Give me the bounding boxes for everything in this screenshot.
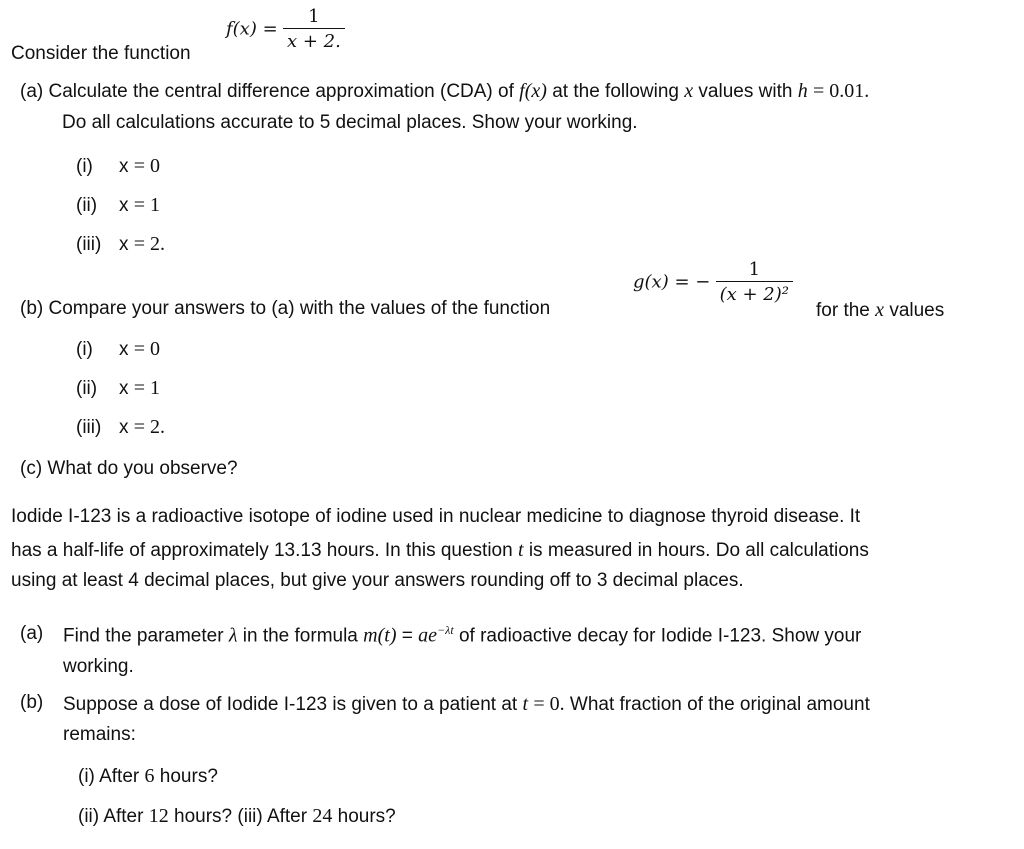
item-eq: = 2. [133,233,166,255]
item-eq: = 2. [133,416,166,438]
q2-para-line1: Iodide I-123 is a radioactive isotope of iodine used in nuclear medicine to diagnose thyroid disease. It [11,506,861,527]
item-eq: = 1 [133,194,161,216]
q1-a-item-1 [76,154,160,179]
item-label: (iii) [76,417,102,438]
b-suffix2: values [889,300,945,321]
item-eq: = 0 [133,155,161,177]
q1-b-item-3 [76,415,165,440]
item-label: (i) [76,339,93,360]
f-numerator: 1 [308,6,320,27]
q2-a-text1: Find the parameter [63,625,224,647]
f-lhs: f(x) = [226,18,278,40]
q2-a-line2: working. [63,656,134,677]
q2-a-text3: of radioactive decay for Iodide I-123. Show your [458,625,862,647]
g-definition [633,259,793,305]
b-iii-num: 24 [312,805,333,827]
q1-b-suffix [816,298,944,323]
q1-b-item-1 [76,337,160,362]
g-lhs: g(x) = − [633,271,711,293]
q1-intro: Consider the function [11,43,191,64]
b-ii-mid: hours? (iii) After [174,806,308,827]
f-fraction [283,6,345,52]
q2-b-item-ii-iii [78,804,396,829]
q1-part-c: (c) What do you observe? [20,458,238,479]
q2-b-t: t [522,693,529,715]
f-definition [226,6,345,52]
b-iii-end: hours? [337,806,396,827]
q2-b-teq: = 0. [533,693,565,715]
q1-a-h: h [797,80,808,102]
f-denominator: x + 2. [283,28,345,53]
item-var: x [119,339,129,360]
q2-p2a: has a half-life of approximately 13.13 hours. In this question [11,540,513,561]
item-var: x [119,378,129,399]
b-i-num: 6 [144,765,155,787]
formula-eq: = [401,625,413,647]
q1-a-heq: = 0.01. [812,80,870,102]
q1-a-prefix: (a) Calculate the central difference approximation (CDA) of [20,81,514,102]
b-suffix: for the [816,300,870,321]
q1-a-vals: values with [698,81,793,102]
q1-a-item-2 [76,193,160,218]
formula-m: m(t) [363,624,397,647]
formula-rhs: ae [418,624,438,647]
q1-b-item-2 [76,376,160,401]
item-var: x [119,417,129,438]
item-var: x [119,156,129,177]
b-i-end: hours? [159,766,218,787]
item-var: x [119,234,129,255]
b-x: x [875,299,885,321]
q2-b-label: (b) [20,692,44,713]
q2-a-text2: in the formula [242,625,358,647]
g-fraction [716,259,793,305]
q2-para-line2 [11,538,869,563]
item-label: (i) [76,156,93,177]
g-denominator: (x + 2)² [716,281,793,306]
item-label: (ii) [76,378,98,399]
q2-b-line2: remains: [63,724,136,745]
q1-a-mid: at the following [552,81,679,102]
q2-a-label: (a) [20,623,44,644]
q1-a-item-3 [76,232,165,257]
q2-b-item-i [78,764,218,789]
g-numerator: 1 [748,259,761,280]
q2-b-text1: Suppose a dose of Iodide I-123 is given to a patient at [63,694,518,715]
q1-part-a [20,79,869,104]
q2-p2b: is measured in hours. Do all calculations [528,540,869,561]
q1-a-line2: Do all calculations accurate to 5 decimal places. Show your working. [62,112,638,133]
q2-a-line1 [63,623,861,648]
b-ii-num: 12 [148,805,169,827]
q2-p2t: t [517,539,524,561]
q2-b-line1 [63,692,870,717]
q1-part-b: (b) Compare your answers to (a) with the values of the function [20,298,551,319]
formula-sup: −λt [437,623,454,637]
b-i-label: (i) After [78,766,140,787]
item-label: (ii) [76,195,98,216]
item-eq: = 0 [133,338,161,360]
b-ii-label: (ii) After [78,806,144,827]
q2-b-text2: What fraction of the original amount [569,694,870,715]
lambda-symbol: λ [228,624,238,647]
q2-para-line3: using at least 4 decimal places, but give your answers rounding off to 3 decimal places. [11,570,744,591]
item-label: (iii) [76,234,102,255]
item-eq: = 1 [133,377,161,399]
q1-a-x: x [684,80,694,102]
item-var: x [119,195,129,216]
q1-a-fx: f(x) [519,80,547,102]
